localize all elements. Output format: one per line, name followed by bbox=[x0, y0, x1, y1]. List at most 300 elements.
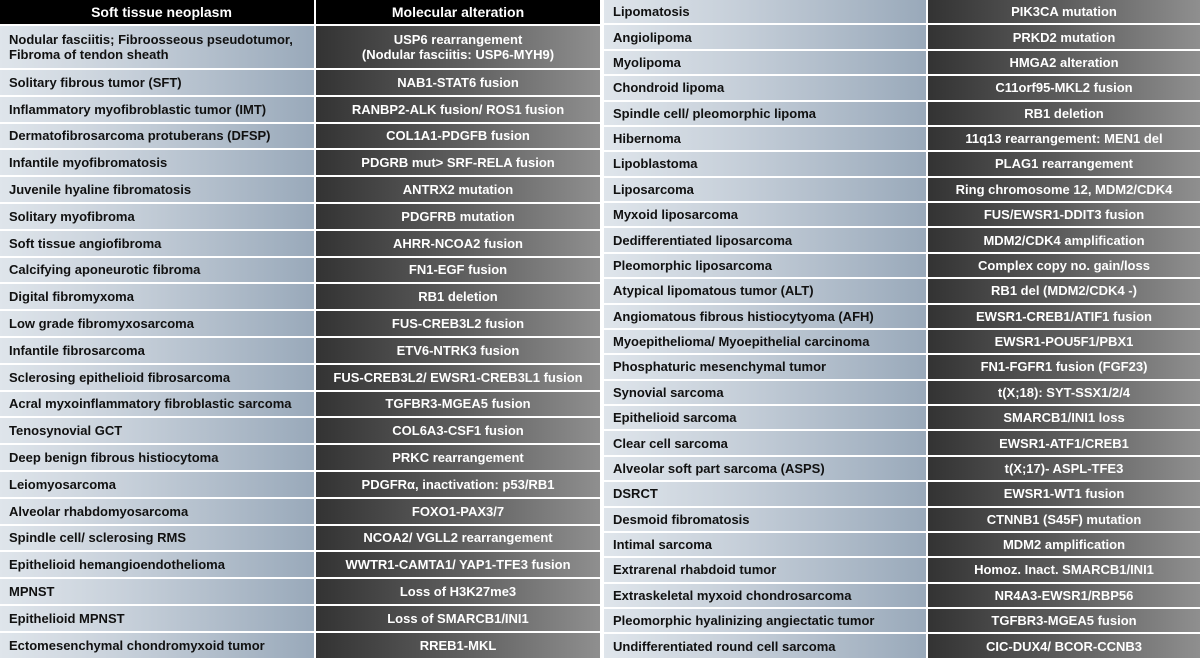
cell-text-line: FOXO1-PAX3/7 bbox=[411, 503, 505, 519]
cell-text bbox=[1003, 410, 1124, 425]
cell-text bbox=[352, 102, 564, 117]
cell-text-line: Hibernoma bbox=[613, 131, 681, 147]
cell-text bbox=[392, 316, 524, 331]
alteration-cell bbox=[926, 558, 1200, 581]
cell-text bbox=[9, 289, 134, 304]
cell-text bbox=[995, 80, 1132, 95]
cell-text-line: Acral myxoinflammatory fibroblastic sarcoma bbox=[9, 396, 292, 412]
cell-text bbox=[9, 477, 116, 492]
cell-text-line: Angiomatous fibrous histiocytyoma (AFH) bbox=[613, 308, 874, 324]
neoplasm-cell bbox=[604, 457, 926, 480]
cell-text-line: AHRR-NCOA2 fusion bbox=[393, 235, 523, 251]
neoplasm-cell bbox=[604, 482, 926, 505]
table-row bbox=[0, 445, 600, 472]
cell-text bbox=[1011, 4, 1117, 19]
cell-text-line: Intimal sarcoma bbox=[613, 537, 712, 553]
table-row bbox=[0, 258, 600, 285]
cell-text-line: Homoz. Inact. SMARCB1/INI1 bbox=[974, 562, 1154, 578]
table-row bbox=[604, 482, 1200, 507]
alteration-cell bbox=[926, 533, 1200, 556]
alteration-cell bbox=[926, 0, 1200, 23]
cell-text-line: Epithelioid sarcoma bbox=[613, 410, 737, 426]
cell-text bbox=[397, 343, 520, 358]
cell-text bbox=[9, 236, 161, 251]
table-row bbox=[604, 533, 1200, 558]
cell-text-line: Spindle cell/ sclerosing RMS bbox=[9, 530, 186, 546]
table-row bbox=[604, 609, 1200, 634]
neoplasm-cell bbox=[604, 305, 926, 328]
alteration-cell bbox=[314, 150, 600, 175]
cell-text-line: Loss of SMARCB1/INI1 bbox=[387, 610, 529, 626]
table-row bbox=[0, 177, 600, 204]
cell-text bbox=[613, 106, 816, 121]
cell-text bbox=[400, 584, 516, 599]
neoplasm-cell bbox=[604, 25, 926, 48]
cell-text bbox=[420, 638, 497, 653]
table-row bbox=[0, 204, 600, 231]
cell-text-line: Chondroid lipoma bbox=[613, 80, 725, 96]
cell-text-line: Epithelioid hemangioendothelioma bbox=[9, 557, 225, 573]
table-row bbox=[0, 338, 600, 365]
cell-text bbox=[385, 396, 530, 411]
cell-text bbox=[9, 611, 125, 626]
cell-text-line: Dedifferentiated liposarcoma bbox=[613, 232, 793, 248]
alteration-cell bbox=[926, 431, 1200, 454]
cell-text-line: COL1A1-PDGFB fusion bbox=[386, 128, 530, 144]
cell-text bbox=[9, 128, 271, 143]
cell-text bbox=[345, 557, 570, 572]
neoplasm-cell bbox=[0, 472, 314, 497]
table-row bbox=[0, 150, 600, 177]
cell-text-line: Sclerosing epithelioid fibrosarcoma bbox=[9, 369, 231, 385]
cell-text bbox=[387, 611, 529, 626]
cell-text-line: Solitary fibrous tumor (SFT) bbox=[9, 74, 182, 90]
cell-text-line: EWSR1-POU5F1/PBX1 bbox=[994, 334, 1134, 350]
left-table-body bbox=[0, 26, 600, 660]
neoplasm-cell bbox=[0, 418, 314, 443]
cell-text-line: CIC-DUX4/ BCOR-CCNB3 bbox=[985, 638, 1142, 654]
alteration-column-header: Molecular alteration bbox=[314, 0, 600, 24]
cell-text-line: Complex copy no. gain/loss bbox=[978, 257, 1150, 273]
table-row bbox=[0, 606, 600, 633]
cell-text bbox=[983, 233, 1144, 248]
table-row bbox=[0, 499, 600, 526]
table-row bbox=[604, 228, 1200, 253]
cell-text bbox=[333, 370, 582, 385]
cell-text-line: Dermatofibrosarcoma protuberans (DFSP) bbox=[9, 128, 271, 144]
neoplasm-cell bbox=[604, 102, 926, 125]
table-row bbox=[604, 558, 1200, 583]
cell-text-line: Nodular fasciitis; Fibroosseous pseudotumor, bbox=[9, 32, 293, 47]
cell-text bbox=[9, 450, 218, 465]
table-row bbox=[604, 152, 1200, 177]
cell-text-line: Alveolar soft part sarcoma (ASPS) bbox=[613, 460, 825, 476]
cell-text bbox=[991, 283, 1137, 298]
table-row bbox=[0, 231, 600, 258]
cell-text-line: Myxoid liposarcoma bbox=[613, 207, 738, 223]
alteration-cell bbox=[926, 228, 1200, 251]
cell-text-line: Ring chromosome 12, MDM2/CDK4 bbox=[955, 181, 1173, 197]
neoplasm-cell bbox=[0, 177, 314, 202]
cell-text-line: PIK3CA mutation bbox=[1011, 4, 1117, 20]
table-row bbox=[604, 127, 1200, 152]
alteration-cell bbox=[926, 254, 1200, 277]
alteration-cell bbox=[314, 633, 600, 658]
alteration-cell bbox=[314, 392, 600, 417]
cell-text-line: 11q13 rearrangement: MEN1 del bbox=[965, 131, 1163, 147]
cell-text bbox=[613, 486, 658, 501]
cell-text-line: Undifferentiated round cell sarcoma bbox=[613, 638, 836, 654]
alteration-cell bbox=[926, 508, 1200, 531]
neoplasm-cell bbox=[0, 70, 314, 95]
cell-text-line: Atypical lipomatous tumor (ALT) bbox=[613, 283, 814, 299]
cell-text bbox=[998, 385, 1130, 400]
table-row bbox=[0, 365, 600, 392]
neoplasm-cell bbox=[604, 330, 926, 353]
cell-text bbox=[984, 207, 1144, 222]
left-table-header bbox=[0, 0, 600, 26]
table-row bbox=[0, 392, 600, 419]
cell-text-line: EWSR1-WT1 fusion bbox=[1003, 486, 1125, 502]
alteration-cell bbox=[314, 26, 600, 68]
cell-text bbox=[613, 334, 869, 349]
alteration-cell bbox=[926, 51, 1200, 74]
alteration-cell bbox=[314, 97, 600, 122]
cell-text-line: Low grade fibromyxosarcoma bbox=[9, 316, 194, 332]
cell-text bbox=[9, 102, 266, 117]
cell-text-line: Loss of H3K27me3 bbox=[399, 584, 517, 600]
alteration-cell bbox=[314, 124, 600, 149]
table-row bbox=[604, 102, 1200, 127]
cell-text bbox=[974, 562, 1154, 577]
cell-text-line: PDGRB mut> SRF-RELA fusion bbox=[361, 155, 555, 171]
cell-text-line: FN1-FGFR1 fusion (FGF23) bbox=[980, 359, 1148, 375]
table-row bbox=[604, 634, 1200, 659]
neoplasm-cell bbox=[0, 445, 314, 470]
table-row bbox=[604, 381, 1200, 406]
cell-text-line: Inflammatory myofibroblastic tumor (IMT) bbox=[9, 101, 267, 117]
neoplasm-cell bbox=[0, 633, 314, 658]
table-row bbox=[604, 457, 1200, 482]
cell-text bbox=[9, 423, 122, 438]
cell-text-line: Infantile fibrosarcoma bbox=[9, 342, 145, 358]
cell-text-line: Deep benign fibrous histiocytoma bbox=[9, 450, 219, 466]
neoplasm-cell bbox=[0, 26, 314, 68]
cell-text bbox=[613, 385, 724, 400]
table-row bbox=[604, 406, 1200, 431]
neoplasm-cell bbox=[604, 76, 926, 99]
alteration-cell bbox=[926, 406, 1200, 429]
neoplasm-cell bbox=[604, 0, 926, 23]
cell-text-line: Desmoid fibromatosis bbox=[613, 511, 750, 527]
neoplasm-cell bbox=[0, 258, 314, 283]
cell-text bbox=[9, 32, 293, 62]
neoplasm-cell bbox=[0, 150, 314, 175]
cell-text bbox=[386, 128, 530, 143]
alteration-cell bbox=[926, 584, 1200, 607]
table-row bbox=[0, 579, 600, 606]
cell-text-line: Extraskeletal myxoid chondrosarcoma bbox=[613, 587, 852, 603]
cell-text-line: COL6A3-CSF1 fusion bbox=[392, 423, 524, 439]
alteration-cell bbox=[314, 499, 600, 524]
cell-text-line: RB1 deletion bbox=[418, 289, 498, 305]
cell-text-line: Epithelioid MPNST bbox=[9, 610, 125, 626]
neoplasm-cell bbox=[604, 127, 926, 150]
alteration-cell bbox=[926, 305, 1200, 328]
neoplasm-cell bbox=[0, 231, 314, 256]
neoplasm-cell bbox=[0, 204, 314, 229]
cell-text-line: PRKD2 mutation bbox=[1012, 29, 1116, 45]
cell-text-line: Lipoblastoma bbox=[613, 156, 698, 172]
cell-text-line: PLAG1 rearrangement bbox=[995, 156, 1133, 172]
cell-text-line: (Nodular fasciitis: USP6-MYH9) bbox=[361, 47, 555, 62]
cell-text bbox=[9, 530, 186, 545]
alteration-cell bbox=[926, 355, 1200, 378]
cell-text-line: FUS-CREB3L2/ EWSR1-CREB3L1 fusion bbox=[333, 369, 583, 385]
neoplasm-cell bbox=[0, 284, 314, 309]
cell-text-line: Juvenile hyaline fibromatosis bbox=[9, 182, 192, 198]
cell-text bbox=[613, 182, 694, 197]
cell-text bbox=[956, 182, 1173, 197]
cell-text bbox=[613, 613, 875, 628]
cell-text bbox=[987, 512, 1142, 527]
cell-text-line: Pleomorphic hyalinizing angiectatic tumor bbox=[613, 613, 875, 629]
cell-text-line: Liposarcoma bbox=[613, 181, 694, 197]
cell-text-line: Fibroma of tendon sheath bbox=[9, 47, 169, 62]
cell-text bbox=[409, 262, 507, 277]
neoplasm-cell bbox=[0, 311, 314, 336]
cell-text bbox=[613, 562, 776, 577]
cell-text-line: Clear cell sarcoma bbox=[613, 435, 728, 451]
cell-text-line: RB1 deletion bbox=[1024, 105, 1104, 121]
cell-text bbox=[613, 537, 712, 552]
alteration-cell bbox=[926, 152, 1200, 175]
cell-text bbox=[361, 155, 554, 170]
cell-text-line: PDGFRB mutation bbox=[401, 208, 515, 224]
neoplasm-cell bbox=[604, 584, 926, 607]
alteration-cell bbox=[314, 579, 600, 604]
cell-text-line: Lipomatosis bbox=[613, 4, 690, 20]
alteration-cell bbox=[926, 634, 1200, 657]
cell-text bbox=[401, 209, 514, 224]
alteration-cell bbox=[314, 177, 600, 202]
cell-text-line: NAB1-STAT6 fusion bbox=[397, 74, 519, 90]
cell-text bbox=[995, 588, 1134, 603]
neoplasm-cell bbox=[604, 558, 926, 581]
cell-text-line: Tenosynovial GCT bbox=[9, 423, 123, 439]
cell-text bbox=[1024, 106, 1103, 121]
cell-text bbox=[613, 436, 728, 451]
neoplasm-cell bbox=[0, 97, 314, 122]
neoplasm-cell bbox=[604, 355, 926, 378]
alteration-cell bbox=[314, 526, 600, 551]
alteration-cell bbox=[926, 25, 1200, 48]
cell-text bbox=[986, 639, 1142, 654]
neoplasm-cell bbox=[604, 381, 926, 404]
cell-text-line: NR4A3-EWSR1/RBP56 bbox=[994, 587, 1134, 603]
cell-text bbox=[613, 131, 681, 146]
alteration-cell bbox=[314, 365, 600, 390]
alteration-cell bbox=[314, 258, 600, 283]
table-row bbox=[604, 279, 1200, 304]
neoplasm-cell bbox=[0, 526, 314, 551]
cell-text-line: FUS-CREB3L2 fusion bbox=[391, 316, 525, 332]
cell-text bbox=[995, 334, 1134, 349]
table-row bbox=[0, 418, 600, 445]
cell-text-line: CTNNB1 (S45F) mutation bbox=[986, 511, 1142, 527]
cell-text-line: Spindle cell/ pleomorphic lipoma bbox=[613, 105, 816, 121]
cell-text bbox=[392, 423, 523, 438]
cell-text-line: HMGA2 alteration bbox=[1009, 54, 1119, 70]
neoplasm-cell bbox=[604, 51, 926, 74]
alteration-cell bbox=[926, 457, 1200, 480]
neoplasm-column-header: Soft tissue neoplasm bbox=[0, 0, 314, 24]
neoplasm-cell bbox=[0, 499, 314, 524]
alteration-cell bbox=[926, 482, 1200, 505]
cell-text bbox=[362, 32, 554, 62]
table-row bbox=[604, 51, 1200, 76]
cell-text-line: Myoepithelioma/ Myoepithelial carcinoma bbox=[613, 334, 870, 350]
cell-text-line: ANTRX2 mutation bbox=[402, 182, 514, 198]
table-row bbox=[604, 508, 1200, 533]
table-row bbox=[604, 203, 1200, 228]
cell-text bbox=[613, 80, 724, 95]
cell-text bbox=[1004, 486, 1125, 501]
cell-text bbox=[613, 461, 825, 476]
neoplasm-cell bbox=[0, 365, 314, 390]
cell-text-line: NCOA2/ VGLL2 rearrangement bbox=[363, 530, 553, 546]
neoplasm-cell bbox=[604, 533, 926, 556]
table-row bbox=[604, 178, 1200, 203]
cell-text-line: t(X;17)- ASPL-TFE3 bbox=[1004, 460, 1124, 476]
neoplasm-cell bbox=[604, 609, 926, 632]
cell-text bbox=[613, 156, 698, 171]
cell-text bbox=[1005, 461, 1124, 476]
cell-text bbox=[999, 436, 1129, 451]
alteration-cell bbox=[926, 381, 1200, 404]
table-row bbox=[604, 25, 1200, 50]
cell-text-line: EWSR1-CREB1/ATIF1 fusion bbox=[976, 308, 1152, 324]
table-row bbox=[604, 584, 1200, 609]
neoplasm-cell bbox=[604, 406, 926, 429]
alteration-cell bbox=[926, 127, 1200, 150]
cell-text-line: RANBP2-ALK fusion/ ROS1 fusion bbox=[351, 101, 565, 117]
neoplasm-cell bbox=[0, 552, 314, 577]
alteration-cell bbox=[926, 76, 1200, 99]
neoplasm-cell bbox=[0, 606, 314, 631]
neoplasm-cell bbox=[604, 508, 926, 531]
cell-text-line: DSRCT bbox=[613, 486, 658, 502]
alteration-cell bbox=[314, 311, 600, 336]
table-row bbox=[0, 526, 600, 553]
neoplasm-cell bbox=[0, 579, 314, 604]
cell-text bbox=[9, 262, 200, 277]
cell-text-line: EWSR1-ATF1/CREB1 bbox=[999, 435, 1129, 451]
table-row bbox=[0, 311, 600, 338]
cell-text bbox=[981, 359, 1148, 374]
cell-text bbox=[9, 584, 55, 599]
cell-text bbox=[418, 289, 497, 304]
cell-text-line: RREB1-MKL bbox=[419, 637, 497, 653]
alteration-cell bbox=[926, 102, 1200, 125]
cell-text-line: RB1 del (MDM2/CDK4 -) bbox=[991, 283, 1137, 299]
table-row bbox=[604, 305, 1200, 330]
cell-text bbox=[363, 530, 552, 545]
alteration-cell bbox=[314, 445, 600, 470]
cell-text bbox=[613, 588, 851, 603]
cell-text-line: Pleomorphic liposarcoma bbox=[613, 257, 772, 273]
cell-text-line: TGFBR3-MGEA5 fusion bbox=[991, 613, 1137, 629]
cell-text-line: Myolipoma bbox=[613, 54, 681, 70]
right-table-body bbox=[604, 0, 1200, 660]
cell-text bbox=[9, 155, 167, 170]
cell-text-line: Extrarenal rhabdoid tumor bbox=[613, 562, 777, 578]
alteration-cell bbox=[314, 70, 600, 95]
cell-text-line: Ectomesenchymal chondromyxoid tumor bbox=[9, 637, 265, 653]
cell-text-line: USP6 rearrangement bbox=[393, 32, 523, 47]
cell-text-line: MPNST bbox=[9, 584, 55, 600]
cell-text-line: FUS/EWSR1-DDIT3 fusion bbox=[983, 207, 1145, 223]
table-row bbox=[604, 0, 1200, 25]
cell-text bbox=[613, 4, 690, 19]
cell-text bbox=[965, 131, 1162, 146]
cell-text-line: C11orf95-MKL2 fusion bbox=[995, 80, 1133, 96]
cell-text bbox=[412, 504, 504, 519]
table-row bbox=[604, 355, 1200, 380]
cell-text-line: Calcifying aponeurotic fibroma bbox=[9, 262, 201, 278]
cell-text-line: t(X;18): SYT-SSX1/2/4 bbox=[997, 384, 1131, 400]
alteration-cell bbox=[314, 338, 600, 363]
cell-text bbox=[9, 316, 194, 331]
alteration-cell bbox=[314, 472, 600, 497]
table-row bbox=[0, 124, 600, 151]
table-row bbox=[604, 330, 1200, 355]
alteration-cell bbox=[926, 203, 1200, 226]
neoplasm-cell bbox=[604, 634, 926, 657]
cell-text bbox=[9, 209, 135, 224]
neoplasm-cell bbox=[0, 392, 314, 417]
cell-text-line: Synovial sarcoma bbox=[613, 384, 724, 400]
alteration-cell bbox=[926, 330, 1200, 353]
cell-text bbox=[9, 343, 145, 358]
cell-text-line: Angiolipoma bbox=[613, 29, 692, 45]
alteration-cell bbox=[926, 178, 1200, 201]
cell-text bbox=[403, 182, 514, 197]
cell-text-line: TGFBR3-MGEA5 fusion bbox=[385, 396, 531, 412]
cell-text bbox=[9, 370, 230, 385]
cell-text-line: Leiomyosarcoma bbox=[9, 476, 116, 492]
cell-text-line: MDM2/CDK4 amplification bbox=[983, 232, 1145, 248]
cell-text-line: SMARCB1/INI1 loss bbox=[1003, 410, 1125, 426]
alteration-cell bbox=[314, 204, 600, 229]
table-row bbox=[0, 552, 600, 579]
alteration-cell bbox=[926, 279, 1200, 302]
neoplasm-cell bbox=[604, 431, 926, 454]
cell-text bbox=[613, 410, 737, 425]
cell-text bbox=[9, 75, 182, 90]
cell-text bbox=[613, 359, 826, 374]
table-row bbox=[0, 284, 600, 311]
alteration-cell bbox=[314, 418, 600, 443]
cell-text-line: Soft tissue angiofibroma bbox=[9, 235, 162, 251]
cell-text bbox=[613, 233, 792, 248]
cell-text-line: Phosphaturic mesenchymal tumor bbox=[613, 359, 827, 375]
cell-text bbox=[995, 156, 1133, 171]
alteration-cell bbox=[314, 552, 600, 577]
table-row bbox=[604, 431, 1200, 456]
cell-text-line: Digital fibromyxoma bbox=[9, 289, 134, 305]
alteration-cell bbox=[314, 231, 600, 256]
